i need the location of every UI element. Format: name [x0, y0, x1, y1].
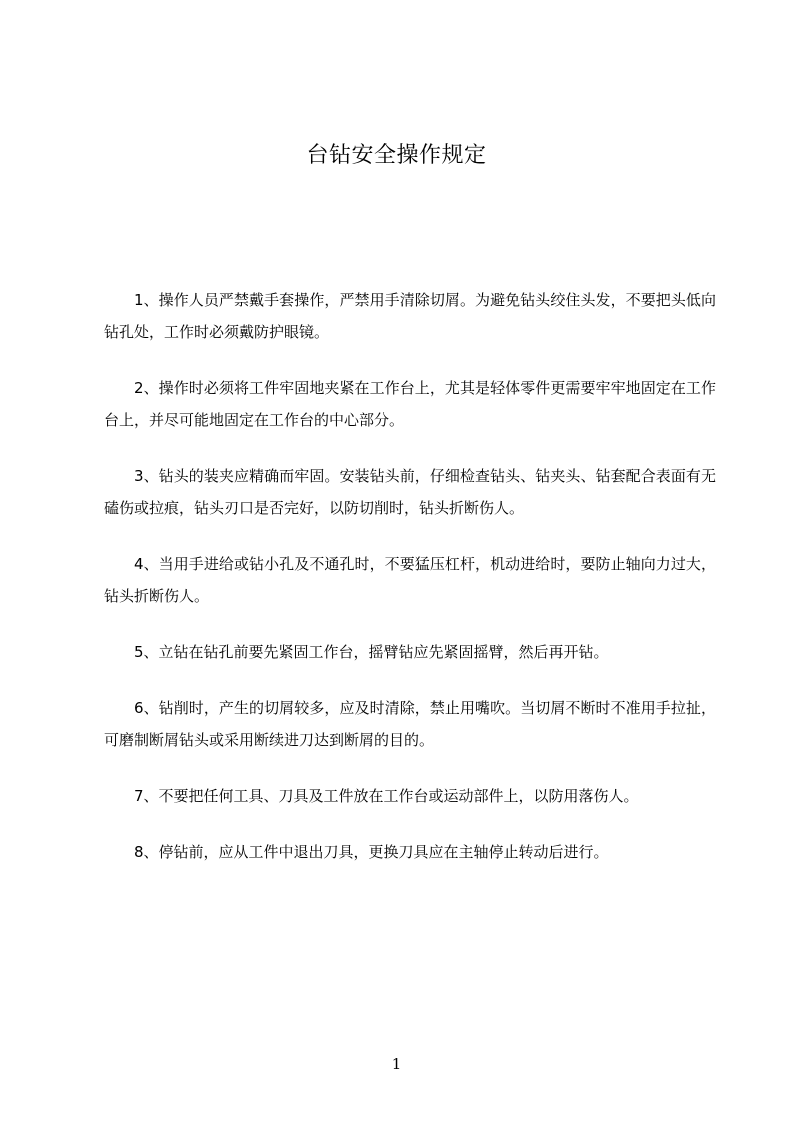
rule-item-8: 8、停钻前，应从工件中退出刀具，更换刀具应在主轴停止转动后进行。: [134, 843, 609, 861]
rule-item-6: 6、钻削时，产生的切屑较多，应及时清除，禁止用嘴吹。当切屑不断时不准用手拉扯，可磨制断屑钻头或采用断续进刀达到断屑的目的。: [104, 699, 716, 749]
rule-item-3: 3、钻头的装夹应精确而牢固。安装钻头前，仔细检查钻头、钻夹头、钻套配合表面有无磕伤或拉痕，钻头刃口是否完好，以防切削时，钻头折断伤人。: [104, 467, 716, 517]
rule-item-7: 7、不要把任何工具、刀具及工件放在工作台或运动部件上，以防用落伤人。: [134, 787, 639, 805]
rule-item-4: 4、当用手进给或钻小孔及不通孔时，不要猛压杠杆，机动进给时，要防止轴向力过大，钻头折断伤人。: [104, 555, 716, 605]
page-number: 1: [391, 1055, 402, 1073]
rule-item-5: 5、立钻在钻孔前要先紧固工作台，摇臂钻应先紧固摇臂，然后再开钻。: [134, 643, 609, 661]
rule-item-2: 2、操作时必须将工件牢固地夹紧在工作台上，尤其是轻体零件更需要牢牢地固定在工作台上，并尽可能地固定在工作台的中心部分。: [104, 379, 716, 429]
page-title: 台钻安全操作规定: [306, 143, 487, 168]
rules-list: [104, 284, 716, 892]
rule-item-1: 1、操作人员严禁戴手套操作，严禁用手清除切屑。为避免钻头绞住头发，不要把头低向钻孔处，工作时必须戴防护眼镜。: [104, 291, 716, 341]
